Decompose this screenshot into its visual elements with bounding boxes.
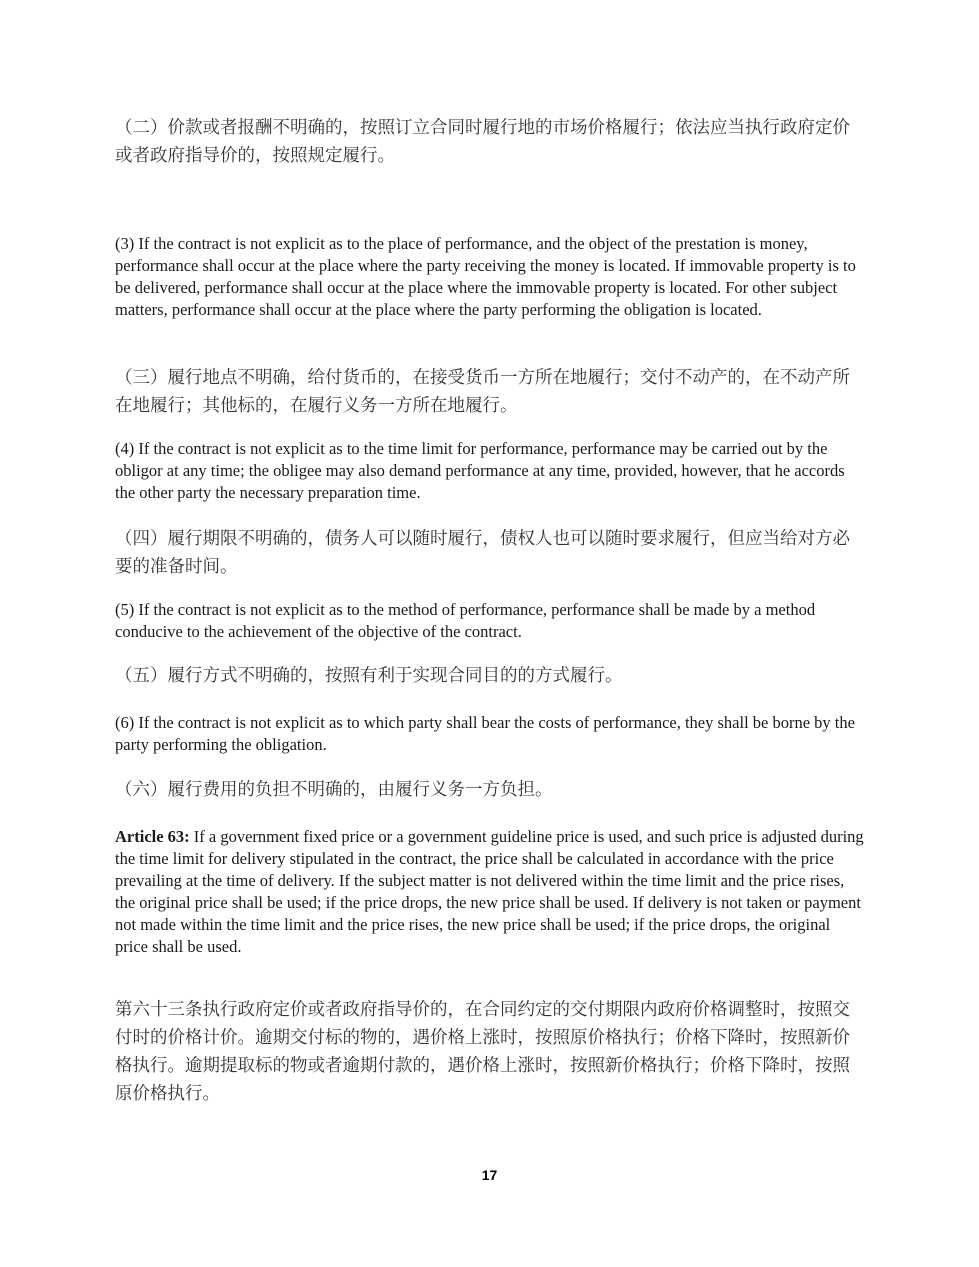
- paragraph-zh-2: （二）价款或者报酬不明确的，按照订立合同时履行地的市场价格履行；依法应当执行政府定价或者政府指导价的，按照规定履行。: [115, 118, 850, 166]
- paragraph-zh-3: （三）履行地点不明确，给付货币的，在接受货币一方所在地履行；交付不动产的，在不动产所在地履行；其他标的，在履行义务一方所在地履行。: [115, 368, 850, 416]
- paragraph-zh-4: （四）履行期限不明确的，债务人可以随时履行，债权人也可以随时要求履行，但应当给对方必要的准备时间。: [115, 529, 850, 577]
- article-63-label: Article 63:: [115, 827, 190, 846]
- paragraph-en-5: (5) If the contract is not explicit as to the method of performance, performance shall be made by a method conducive to the achievement of the objective of the contract.: [115, 600, 816, 641]
- article-63-text: If a government fixed price or a government guideline price is used, and such price is adjusted during the time limit for delivery stipulated in the contract, the price shall be calculated in accordance with the price prevailing at the time of delivery. If the subject matter is not delivered within the time limit and the price rises, the original price shall be used; if the price drops, the new price shall be used. If delivery is not taken or payment not made within the time limit and the price rises, the new price shall be used; if the price drops, the original price shall be used.: [115, 827, 864, 956]
- paragraph-en-4: (4) If the contract is not explicit as to the time limit for performance, performance may be carried out by the obligor at any time; the obligee may also demand performance at any time, provided, however, that he accords the other party the necessary preparation time.: [115, 439, 845, 502]
- article-63-en: [115, 826, 865, 958]
- paragraph-zh-5: （五）履行方式不明确的，按照有利于实现合同目的的方式履行。: [115, 666, 623, 686]
- paragraph-en-6: (6) If the contract is not explicit as to which party shall bear the costs of performance, they shall be borne by the party performing the obligation.: [115, 713, 855, 754]
- paragraph-zh-6: （六）履行费用的负担不明确的，由履行义务一方负担。: [115, 780, 553, 800]
- article-63-zh: 第六十三条执行政府定价或者政府指导价的，在合同约定的交付期限内政府价格调整时，按照交付时的价格计价。逾期交付标的物的，遇价格上涨时，按照原价格执行；价格下降时，按照新价格执行。逾期提取标的物或者逾期付款的，遇价格上涨时，按照新价格执行；价格下降时，按照原价格执行。: [115, 1000, 850, 1104]
- page-number: 17: [481, 1167, 498, 1183]
- paragraph-en-3: (3) If the contract is not explicit as to the place of performance, and the object of the prestation is money, performance shall occur at the place where the party receiving the money is located. If immovable property is to be delivered, performance shall occur at the place where the immovable property is located. For other subject matters, performance shall occur at the place where the party performing the obligation is located.: [115, 234, 856, 319]
